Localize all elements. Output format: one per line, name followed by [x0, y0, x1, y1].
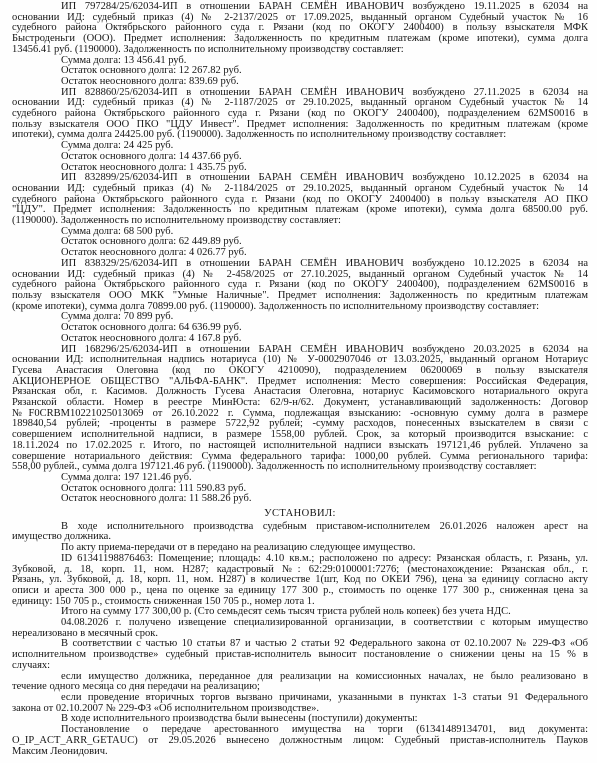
principal-remaining-value: 14 437.66 руб.: [178, 150, 242, 162]
non-principal-remaining-label: Остаток неосновного долга:: [61, 75, 187, 87]
text-line: основании ИД: судебный приказ (4) № 2-2137/2025 от 17.09.2025, выданный органом Судебный участок № 16: [12, 11, 588, 23]
principal-remaining-value: 12 267.82 руб.: [178, 65, 242, 77]
debt-total-value: 68 500 руб.: [123, 225, 174, 237]
text-line: совершение нотариального действия: Сумма федерального тарифа: 1000,00 рублей. Сумма регионального тарифа:: [12, 450, 588, 462]
paragraph: [12, 693, 588, 714]
non-principal-remaining-line: [12, 334, 588, 345]
text-line: судебного района Октябрьского районного суда г. Рязани (код по ОКОГУ 2400400), подразделением 62MS0016 в: [12, 108, 588, 120]
debt-total-value: 70 899 руб.: [123, 311, 174, 323]
text-line: ИП 828860/25/62034-ИП в отношении БАРАН СЕМЁН ИВАНОВИЧ возбуждено 27.11.2025 в 62034 на: [61, 86, 588, 98]
proceeding-block: [12, 259, 588, 345]
non-principal-remaining-value: 11 588.26 руб.: [189, 493, 252, 505]
text-line: "ЦДУ". Предмет исполнения: Задолженность по кредитным платежам (кроме ипотеки), сумма долга 68500.00 руб.: [12, 204, 588, 216]
non-principal-remaining-value: 4 026.77 руб.: [189, 247, 247, 259]
text-line: имущество должника.: [12, 531, 111, 543]
text-line: ИП 168296/25/62034-ИП в отношении БАРАН СЕМЁН ИВАНОВИЧ возбуждено 20.03.2025 в 62034 на: [61, 343, 588, 355]
non-principal-remaining-label: Остаток неосновного долга:: [61, 332, 187, 344]
principal-remaining-label: Остаток основного долга:: [61, 322, 177, 334]
debt-total-label: Сумма долга:: [61, 471, 121, 483]
proceeding-block: [12, 173, 588, 259]
text-line: нереализовано в месячный срок.: [12, 627, 158, 639]
text-line: 04.08.2026 г. получено извещение специализированной организации, в соответствии с которым имущество: [61, 617, 588, 629]
section-heading: УСТАНОВИЛ:: [264, 508, 336, 520]
text-line: если проведение вторичных торгов вызвано причинами, указанными в пунктах 1-3 статьи 91 Федерального: [61, 692, 588, 703]
text-line: В соответствии с частью 10 статьи 87 и частью 2 статьи 92 Федерального закона от 02.10.2007 № 229-ФЗ «Об: [61, 638, 588, 650]
text-line: 558,00 рублей., сумма долга 197121.46 руб. (1190000). Задолженность по исполнительному производству составляет:: [12, 461, 537, 473]
debt-total-value: 197 121.46 руб.: [123, 471, 192, 483]
non-principal-remaining-value: 839.69 руб.: [189, 75, 239, 87]
text-line: №F0CRBM10221025013069 от 26.10.2022 г. Сумма, подлежащая взысканию: -основную сумму долга в размере: [12, 407, 588, 419]
text-line: течение одного месяца со дня передачи на реализацию;: [12, 681, 260, 693]
text-line: основании ИД: исполнительная надпись нотариуса (10) № У-0002907046 от 13.03.2025, выданный органом Нотариус: [12, 354, 588, 366]
debt-total-value: 24 425 руб.: [123, 140, 174, 152]
paragraph: [12, 672, 588, 693]
debt-total-label: Сумма долга:: [61, 140, 121, 152]
non-principal-remaining-label: Остаток неосновного долга:: [61, 161, 187, 173]
principal-remaining-label: Остаток основного долга:: [61, 150, 177, 162]
principal-remaining-value: 111 590.83 руб.: [178, 482, 247, 494]
text-line: совершением исполнительной надписи, в размере 1558,00 рублей. Срок, за который производится взыскание: с: [12, 429, 588, 441]
principal-remaining-value: 64 636.99 руб.: [178, 322, 242, 334]
text-line: пользу взыскателя ООО ПКО "ЦДУ Инвест". Предмет исполнения: Задолженность по кредитным платежам (кроме: [12, 118, 588, 130]
principal-remaining-label: Остаток основного долга:: [61, 482, 177, 494]
debt-total-value: 13 456.41 руб.: [123, 54, 187, 66]
text-line: Максим Леонидович.: [12, 745, 108, 757]
text-line: закона от 02.10.2007 № 229-ФЗ «Об исполнительном производстве».: [12, 702, 320, 714]
proceeding-block: [12, 345, 588, 506]
text-line: ИП 838329/25/62034-ИП в отношении БАРАН СЕМЁН ИВАНОВИЧ возбуждено 10.12.2025 в 62034 на: [61, 257, 588, 269]
debt-total-label: Сумма долга:: [61, 54, 121, 66]
proceeding-block: [12, 2, 588, 88]
text-line: 189840,54 рублей; -проценты в размере 5722,92 рублей; -сумму расходов, понесенных взыскателем в связи с: [12, 418, 588, 430]
non-principal-remaining-label: Остаток неосновного долга:: [61, 493, 187, 505]
text-line: В ходе исполнительного производства судебным приставом-исполнителем 26.01.2026 наложен арест на: [61, 520, 588, 532]
proceeding-block: [12, 88, 588, 174]
text-line: 18.11.2024 по 17.02.2025 г. Итого, по настоящей исполнительной надписи взыскать 197121,46 рублей. Уплачено за: [12, 439, 588, 451]
text-line: основании ИД: судебный приказ (4) № 2-1184/2025 от 29.10.2025, выданный органом Судебный участок № 14: [12, 182, 588, 194]
text-line: Итого на сумму 177 300,00 р. (Сто семьдесят семь тысяч триста рублей ноль копеек) без учета НДС.: [61, 606, 511, 618]
text-line: (кроме ипотеки), сумма долга 70899.00 руб. (1190000). Задолженность по исполнительному производству составляет:: [12, 300, 540, 312]
principal-remaining-label: Остаток основного долга:: [61, 65, 177, 77]
text-line: АКЦИОНЕРНОЕ ОБЩЕСТВО "АЛЬФА-БАНК". Предмет исполнения: Место совершения: Российская Федерация,: [12, 375, 588, 387]
principal-remaining-value: 62 449.89 руб.: [178, 236, 242, 248]
text-line: В ходе исполнительного производства были вынесены (поступили) документы:: [61, 713, 418, 725]
text-line: случаях:: [12, 659, 51, 671]
text-line: ИП 797284/25/62034-ИП в отношении БАРАН СЕМЁН ИВАНОВИЧ возбуждено 19.11.2025 в 62034 на: [61, 1, 588, 12]
text-line: ИП 832899/25/62034-ИП в отношении БАРАН СЕМЁН ИВАНОВИЧ возбуждено 10.12.2025 в 62034 на: [61, 172, 588, 184]
text-line: описи и ареста 300 000 р., цена по оценке за единицу 177 300 р., стоимость по оценке 177 300 р., сниженная цена за: [12, 584, 588, 596]
text-line: основании ИД: судебный приказ (4) № 2-458/2025 от 27.10.2025, выданный органом Судебный участок № 14: [12, 268, 588, 280]
text-line: судебного района Октябрьского районного суда г. Рязани (код по ОКОГУ 2400400) в пользу взыскателя АО ПКО: [12, 193, 588, 205]
text-line: O_IP_ACT_ARR_GETAUC) от 29.05.2026 вынесено должностным лицом: Судебный пристав-исполнитель Пауков: [12, 734, 588, 746]
text-line: основании ИД: судебный приказ (4) № 2-1187/2025 от 29.10.2025, выданный органом Судебный участок № 14: [12, 97, 588, 109]
text-line: 13456.41 руб. (1190000). Задолженность по исполнительному производству составляет:: [12, 43, 404, 55]
non-principal-remaining-value: 4 167.8 руб.: [189, 332, 242, 344]
text-line: Постановление о передаче арестованного имущества на торги (61341489134701, вид документа:: [61, 724, 588, 736]
text-line: ипотеки), сумма долга 24425.00 руб. (1190000). Задолженность по исполнительному производству составляет:: [12, 129, 507, 141]
text-line: ID 61341198876463: Помещение; площадь: 4.10 кв.м.; расположено по адресу: Рязанская область, г. Рязань, ул.: [61, 552, 588, 564]
debt-total-label: Сумма долга:: [61, 311, 121, 323]
principal-remaining-label: Остаток основного долга:: [61, 236, 177, 248]
text-line: Рязанская обл, г. Касимов. Должность Гусева Анастасия Олеговна, нотариус Касимовского нотариального округа: [12, 386, 588, 398]
text-line: пользу взыскателя ООО МКК "Умные Наличные". Предмет исполнения: Задолженность по кредитным платежам: [12, 289, 588, 301]
text-line: исполнительном производстве» судебный пристав-исполнитель выносит постановление о снижении цены на 15 % в: [12, 649, 588, 661]
paragraph: [12, 725, 588, 757]
non-principal-remaining-value: 1 435.75 руб.: [189, 161, 247, 173]
text-line: Зубковой, д. 18, корп. 11, ном. Н287; кадастровый №: 62:29:0100001:7276; (местонахождение: Рязанская обл., г.: [12, 563, 588, 575]
text-line: судебного района Октябрьского районного суда г. Рязани (код по ОКОГУ 2400400) в пользу взыскателя МФК: [12, 22, 588, 34]
text-line: если имущество должника, переданное для реализации на комиссионных началах, не было реализовано в: [61, 670, 588, 682]
text-line: По акту приема-передачи от в передано на реализацию следующее имущество.: [61, 542, 416, 554]
text-line: Рязань, ул. Зубковой, д. 18, корп. 11, ном. Н287) в количестве 1(шт, Код по ОКЕИ 796), цена за единицу согласно акту: [12, 574, 588, 586]
text-line: судебного района Октябрьского районного суда г. Рязани (код по ОКОГУ 2400400), подразделением 62MS0016 в: [12, 279, 588, 291]
text-line: Рязанской области. Номер в реестре МинЮста: 62/9-н/62. Документ, устанавливающий задолженность: Договор: [12, 397, 588, 409]
paragraph: [12, 522, 588, 543]
non-principal-remaining-label: Остаток неосновного долга:: [61, 247, 187, 259]
paragraph: [12, 618, 588, 639]
debt-total-label: Сумма долга:: [61, 225, 121, 237]
text-line: (1190000). Задолженность по исполнительному производству составляет:: [12, 215, 341, 227]
paragraph: [12, 639, 588, 671]
text-line: единицу: 150 705 р., стоимость сниженная 150 705 р., номер лота 1.: [12, 595, 315, 607]
paragraph: [12, 554, 588, 608]
text-line: Быстроденьги (ООО). Предмет исполнения: Задолженность по кредитным платежам (кроме ипотеки), сумма долга: [12, 33, 588, 45]
non-principal-remaining-line: [12, 494, 588, 505]
text-line: Гусева Анастасия Олеговна (код по ОКОГУ 4210090), подразделением 06200069 в пользу взыскателя: [12, 364, 588, 376]
